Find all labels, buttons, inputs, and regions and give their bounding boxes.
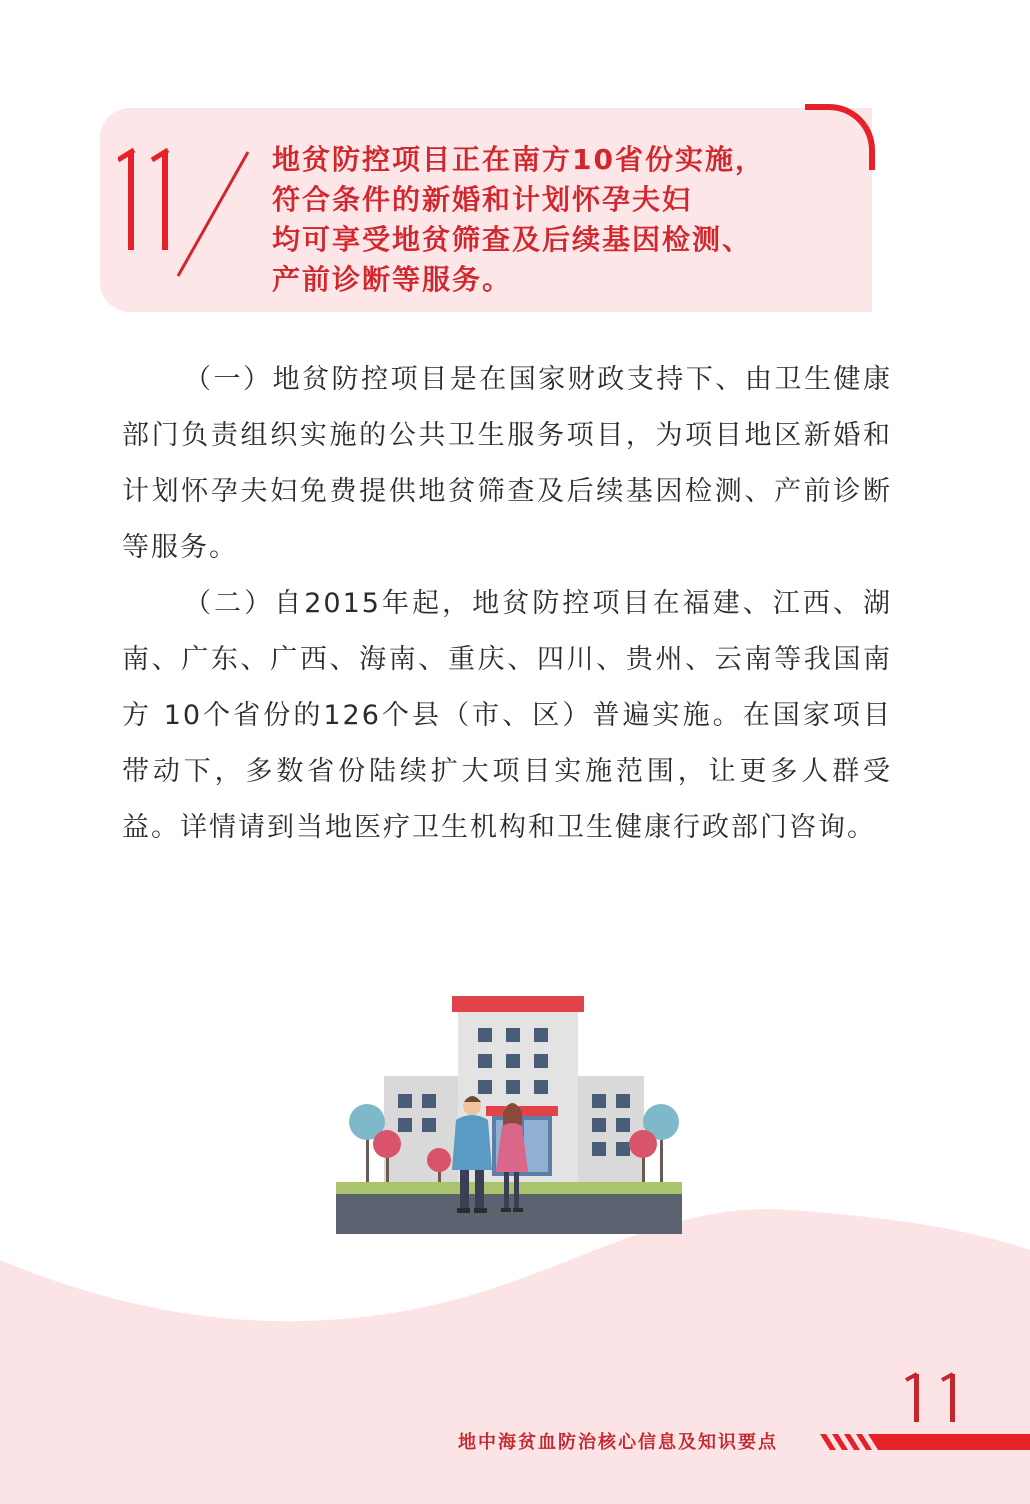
- body-text: [122, 352, 892, 856]
- heading-line: 地贫防控项目正在南方10省份实施，: [272, 143, 765, 176]
- section-slash: [170, 150, 250, 280]
- background-wave: [0, 1190, 1030, 1504]
- paragraph-2: （二）自2015年起，地贫防控项目在福建、江西、湖南、广东、广西、海南、重庆、四川、贵州、云南等我国南方 10个省份的126个县（市、区）普遍实施。在国家项目带动下，多数省份陆续扩大项目实施范围，让更多人群受益。详情请到当地医疗卫生机构和卫生健康行政部门咨询。: [122, 588, 892, 843]
- paragraph-1: （一）地贫防控项目是在国家财政支持下、由卫生健康部门负责组织实施的公共卫生服务项目，为项目地区新婚和计划怀孕夫妇免费提供地贫筛查及后续基因检测、产前诊断等服务。: [122, 364, 892, 563]
- heading-line: 产前诊断等服务。: [272, 263, 513, 296]
- footer-stripes: [818, 1430, 1030, 1454]
- hospital-couple-illustration: [336, 994, 682, 1234]
- section-heading: [272, 140, 832, 300]
- heading-line: 均可享受地贫筛查及后续基因检测、: [272, 223, 753, 256]
- footer-title: 地中海贫血防治核心信息及知识要点: [458, 1432, 778, 1453]
- page-number-graphic: [900, 1372, 970, 1424]
- heading-line: 符合条件的新婚和计划怀孕夫妇: [272, 183, 693, 216]
